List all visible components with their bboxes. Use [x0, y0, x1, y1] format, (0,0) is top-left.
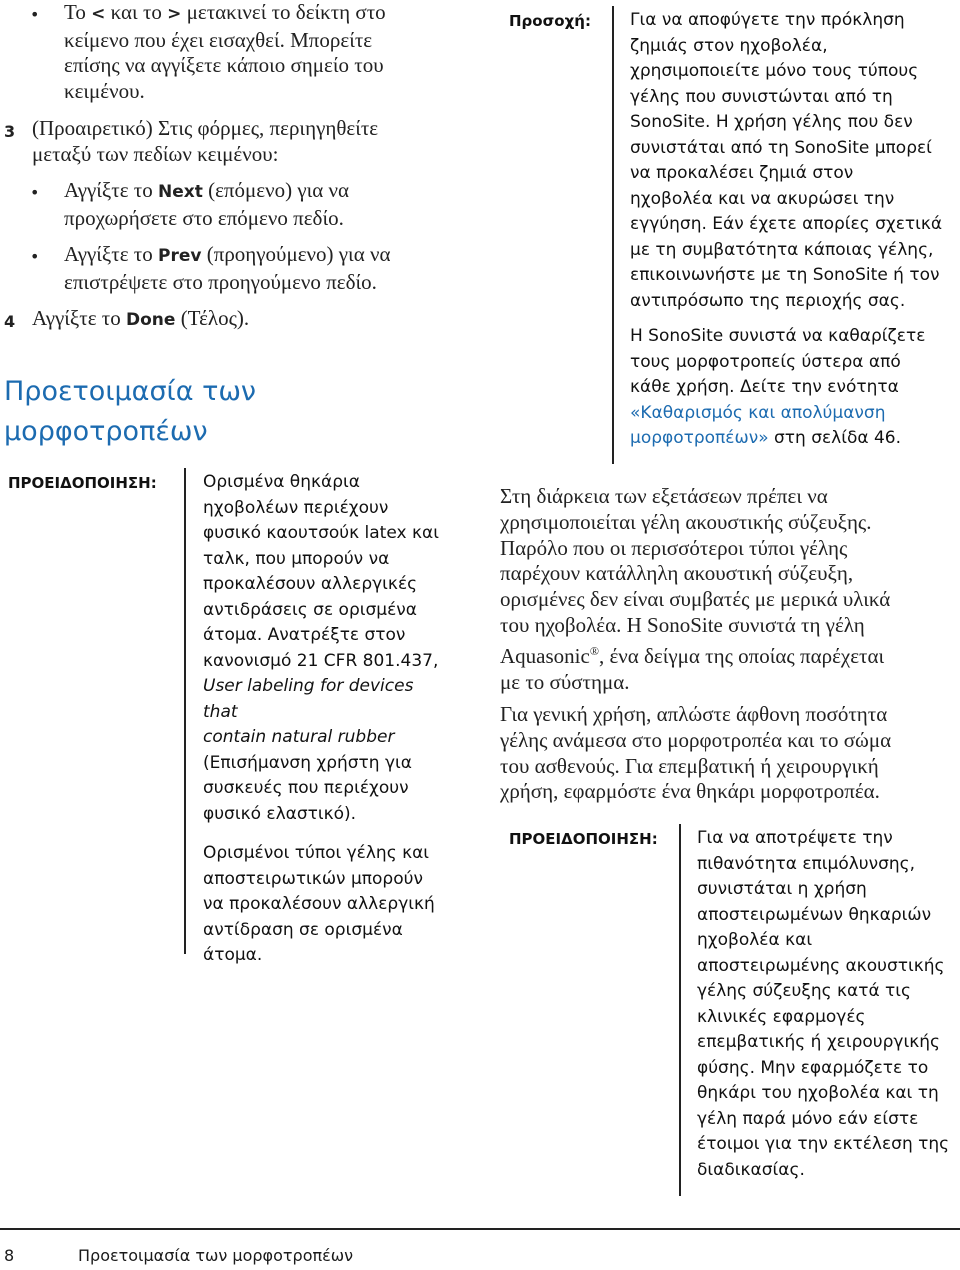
warning-label: ΠΡΟΕΙΔΟΠΟΙΗΣΗ:	[509, 830, 658, 848]
step-number: 4	[4, 312, 16, 331]
prev-label: Prev	[158, 246, 202, 266]
bullet-icon: •	[30, 247, 40, 266]
body-paragraph-2: Για γενική χρήση, απλώστε άφθονη ποσότητα γέλης ανάμεσα στο μορφοτροπέα και το σώμα του ασθενούς. Για επεμβατική ή χειρουργική χρήση, εφαρμόστε ένα θηκάρι μορφοτροπέα.	[500, 702, 892, 804]
caution-divider	[612, 6, 614, 464]
warning-text: Για να αποτρέψετε την πιθανότητα επιμόλυνσης, συνιστάται η χρήση αποστειρωμένων θηκαριών ηχοβολέα και αποστειρωμένης ακουστικής γέλης σύζευξης κατά τις κλινικές εφαρμογές επεμβατικής ή χειρουργικής φύσης. Μην εφαρμόζετε το θηκάρι του ηχοβολέα και τη γέλη παρά μόνο εάν είστε έτοιμοι για την εκτέλεση της διαδικασίας.	[697, 828, 950, 1180]
warning-text: Ορισμένα θηκάρια ηχοβολέων περιέχουν φυσικό καουτσούκ latex και ταλκ, που μπορούν να προκαλέσουν αλλεργικές αντιδράσεις σε ορισμένα άτομα. Ανατρέξτε στον κανονισμό 21 CFR 801.437, User labeling for devices that contain natural rubber (Επισήμανση χρήστη για συσκευές που περιέχουν φυσικό ελαστικό). Ορισμένοι τύποι γέλης και αποστειρωτικών μπορούν να προκαλέσουν αλλεργική αντίδραση σε ορισμένα άτομα.	[203, 472, 439, 965]
caution-label: Προσοχή:	[509, 12, 591, 30]
footer-divider	[0, 1228, 960, 1230]
bullet-icon: •	[30, 5, 40, 24]
cleaning-link-cont[interactable]: μορφοτροπέων»	[630, 428, 769, 448]
warning-divider	[184, 468, 186, 954]
step-number: 3	[4, 122, 16, 141]
brand-name: Aquasonic	[500, 643, 590, 668]
page-number: 8	[4, 1246, 15, 1265]
body-paragraph-1: Στη διάρκεια των εξετάσεων πρέπει να χρησιμοποιείται γέλη ακουστικής σύζευξης. Παρόλο που οι περισσότεροι τύποι γέλης παρέχουν κατάλληλη ακουστική σύζευξη, ορισμένες δεν είναι συμβατές με μερικά υλικά του ηχοβολέα. Η SonoSite συνιστά τη γέλη Aquasonic®, ένα δείγμα της οποίας παρέχεται με το σύστημα.	[500, 484, 891, 694]
key-less-than: <	[91, 4, 106, 24]
done-label: Done	[126, 310, 176, 330]
footer-title: Προετοιμασία των μορφοτροπέων	[78, 1246, 354, 1265]
cleaning-link[interactable]: «Καθαρισμός και απολύμανση	[630, 402, 886, 423]
warning-divider	[679, 824, 681, 1196]
key-greater-than: >	[167, 4, 182, 24]
next-label: Next	[158, 182, 203, 202]
section-heading: Προετοιμασία των μορφοτροπέων	[4, 376, 257, 447]
warning-label: ΠΡΟΕΙΔΟΠΟΙΗΣΗ:	[8, 474, 157, 492]
bullet-icon: •	[30, 183, 40, 202]
caution-text: Για να αποφύγετε την πρόκληση ζημιάς στον ηχοβολέα, χρησιμοποιείτε μόνο τους τύπους γέλης που συνιστώνται από τη SonoSite. Η χρήση γέλης που δεν συνιστάται από τη SonoSite μπορεί να προκαλέσει ζημιά στον ηχοβολέα και να ακυρώσει την εγγύηση. Εάν έχετε απορίες σχετικά με τη συμβατότητα κάποιας γέλης, επικοινωνήστε με τη SonoSite ή τον αντιπρόσωπο της περιοχής σας. Η SonoSite συνιστά να καθαρίζετε τους μορφοτροπείς ύστερα από κάθε χρήση. Δείτε την ενότητα «Καθαρισμός και απολύμανση μορφοτροπέων» στη σελίδα 46.	[630, 8, 955, 452]
